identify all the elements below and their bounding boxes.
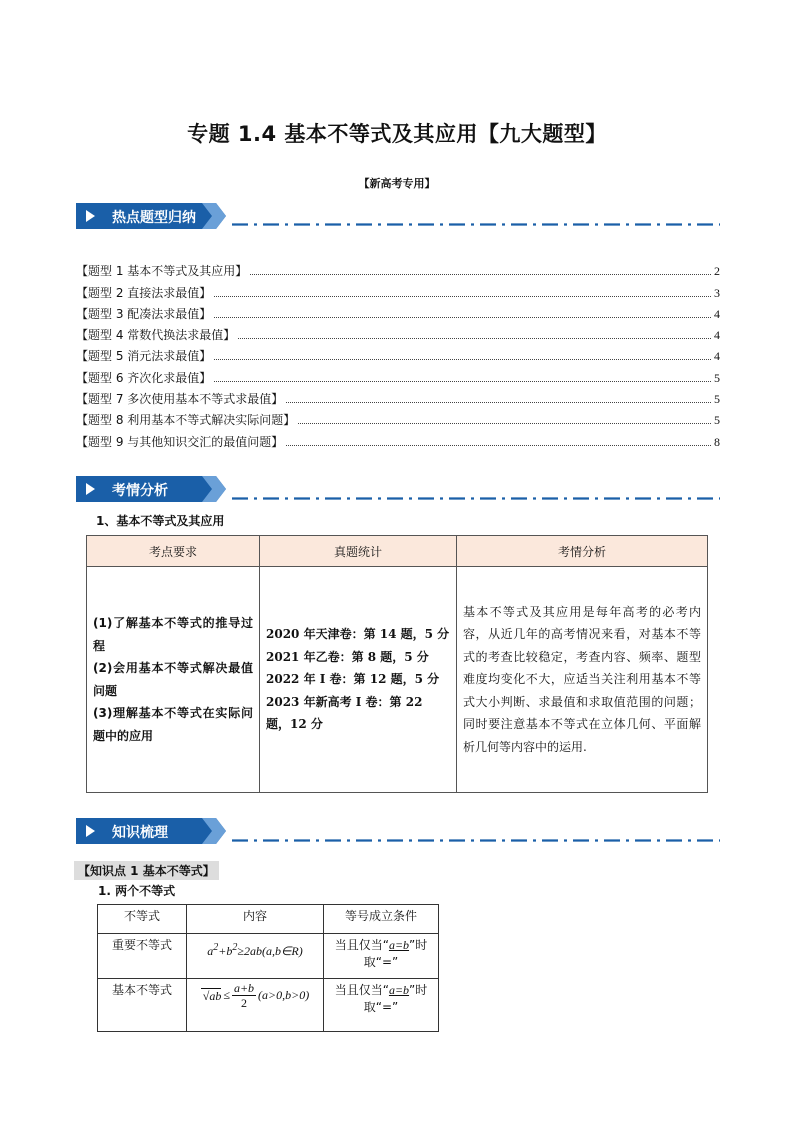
- play-arrow-icon: [86, 825, 95, 837]
- toc-item[interactable]: [76, 407, 720, 428]
- inequality-content: [187, 979, 324, 1032]
- toc-leader: [214, 381, 711, 382]
- requirement-item: (2)会用基本不等式解决最值问题: [93, 661, 253, 698]
- section-title: 热点题型归纳: [112, 210, 196, 226]
- table-header-row: [87, 536, 708, 567]
- table-header-row: [98, 905, 439, 934]
- section-banner-hot: [76, 203, 226, 229]
- toc-page: 5: [714, 392, 720, 407]
- condition-text: 当且仅当“: [334, 938, 389, 952]
- condition-eq: a=b: [388, 983, 410, 997]
- toc-leader: [238, 338, 711, 339]
- toc-label: 【题型 7 多次使用基本不等式求最值】: [76, 392, 284, 407]
- knowledge-point-label: 【知识点 1 基本不等式】: [74, 861, 219, 880]
- toc-leader: [214, 317, 711, 318]
- toc-leader: [250, 274, 711, 275]
- table-header: 不等式: [98, 905, 187, 934]
- table-header: 真题统计: [260, 536, 457, 567]
- toc-leader: [286, 402, 711, 403]
- toc-page: 4: [714, 349, 720, 364]
- toc-page: 2: [714, 264, 720, 279]
- condition-text: 当且仅当“: [334, 983, 389, 997]
- stat-item: 2023 年新高考 I 卷：第 22 题，12 分: [266, 694, 423, 732]
- toc-item[interactable]: [76, 258, 720, 279]
- toc-page: 3: [714, 285, 720, 300]
- toc-label: 【题型 2 直接法求最值】: [76, 285, 212, 300]
- toc-item[interactable]: [76, 343, 720, 364]
- table-header: 等号成立条件: [324, 905, 439, 934]
- table-row: [98, 934, 439, 979]
- dash-divider: [232, 497, 720, 500]
- toc-page: 8: [714, 434, 720, 449]
- play-arrow-icon: [86, 210, 95, 222]
- toc-item[interactable]: [76, 279, 720, 300]
- commentary-cell: 基本不等式及其应用是每年高考的必考内容，从近几年的高考情况来看，对基本不等式的考查比较稳定，考查内容、频率、题型难度均变化不大，应适当关注利用基本不等式大小判断、求最值和求取值范围的问题；同时要注意基本不等式在立体几何、平面解析几何等内容中的运用.: [457, 567, 708, 793]
- analysis-heading: 1、基本不等式及其应用: [96, 514, 225, 528]
- toc-label: 【题型 3 配凑法求最值】: [76, 306, 212, 321]
- table-row: [98, 979, 439, 1032]
- condition-text: ”时取“=”: [363, 938, 428, 969]
- toc-item[interactable]: [76, 386, 720, 407]
- dash-divider: [232, 839, 720, 842]
- equality-condition: [324, 979, 439, 1032]
- page-title: 专题 1.4 基本不等式及其应用【九大题型】: [187, 122, 607, 146]
- table-of-contents: [76, 258, 720, 450]
- condition-text: ”时取“=”: [363, 983, 428, 1014]
- sqrt-ab: √ab: [202, 988, 222, 1003]
- section-banner-knowledge: [76, 818, 226, 844]
- requirements-cell: [87, 567, 260, 793]
- section-title: 知识梳理: [112, 825, 168, 841]
- inequality-table: [97, 904, 439, 1032]
- toc-item[interactable]: [76, 322, 720, 343]
- toc-label: 【题型 6 齐次化求最值】: [76, 370, 212, 385]
- table-header: 考情分析: [457, 536, 708, 567]
- inequality-name: 重要不等式: [98, 934, 187, 979]
- section-banner-analysis: [76, 476, 226, 502]
- toc-label: 【题型 9 与其他知识交汇的最值问题】: [76, 434, 284, 449]
- inequality-content: [187, 934, 324, 979]
- dash-divider: [232, 223, 720, 226]
- knowledge-subheading: 1. 两个不等式: [98, 884, 176, 898]
- fraction: $\frac{a+b}{2}$: [233, 981, 255, 1010]
- formula-important: $a^2+b^2\ge 2ab(a,b\in R)$: [207, 942, 303, 958]
- table-row: [87, 567, 708, 793]
- toc-label: 【题型 8 利用基本不等式解决实际问题】: [76, 413, 296, 428]
- toc-item[interactable]: [76, 428, 720, 449]
- toc-page: 4: [714, 306, 720, 321]
- table-header: 考点要求: [87, 536, 260, 567]
- stat-item: 2021 年乙卷：第 8 题，5 分: [266, 649, 429, 664]
- equality-condition: [324, 934, 439, 979]
- toc-leader: [286, 445, 711, 446]
- requirement-item: (1)了解基本不等式的推导过程: [93, 616, 253, 653]
- toc-item[interactable]: [76, 301, 720, 322]
- toc-leader: [298, 423, 711, 424]
- section-title: 考情分析: [112, 483, 168, 499]
- toc-label: 【题型 1 基本不等式及其应用】: [76, 264, 248, 279]
- condition-eq: a=b: [388, 938, 410, 952]
- page-subtitle: 【新高考专用】: [358, 177, 436, 190]
- inequality-name: 基本不等式: [98, 979, 187, 1032]
- analysis-table: [86, 535, 708, 793]
- toc-item[interactable]: [76, 364, 720, 385]
- stat-item: 2020 年天津卷：第 14 题，5 分: [266, 627, 450, 642]
- stats-cell: [260, 567, 457, 793]
- play-arrow-icon: [86, 483, 95, 495]
- toc-page: 5: [714, 370, 720, 385]
- formula-basic: √ab ≤ $\frac{a+b}{2}$ (a>0,b>0): [202, 981, 310, 1010]
- toc-label: 【题型 5 消元法求最值】: [76, 349, 212, 364]
- toc-leader: [214, 359, 711, 360]
- toc-leader: [214, 296, 711, 297]
- toc-page: 5: [714, 413, 720, 428]
- table-header: 内容: [187, 905, 324, 934]
- requirement-item: (3)理解基本不等式在实际问题中的应用: [93, 706, 253, 743]
- toc-label: 【题型 4 常数代换法求最值】: [76, 328, 236, 343]
- stat-item: 2022 年 I 卷：第 12 题，5 分: [266, 672, 440, 687]
- toc-page: 4: [714, 328, 720, 343]
